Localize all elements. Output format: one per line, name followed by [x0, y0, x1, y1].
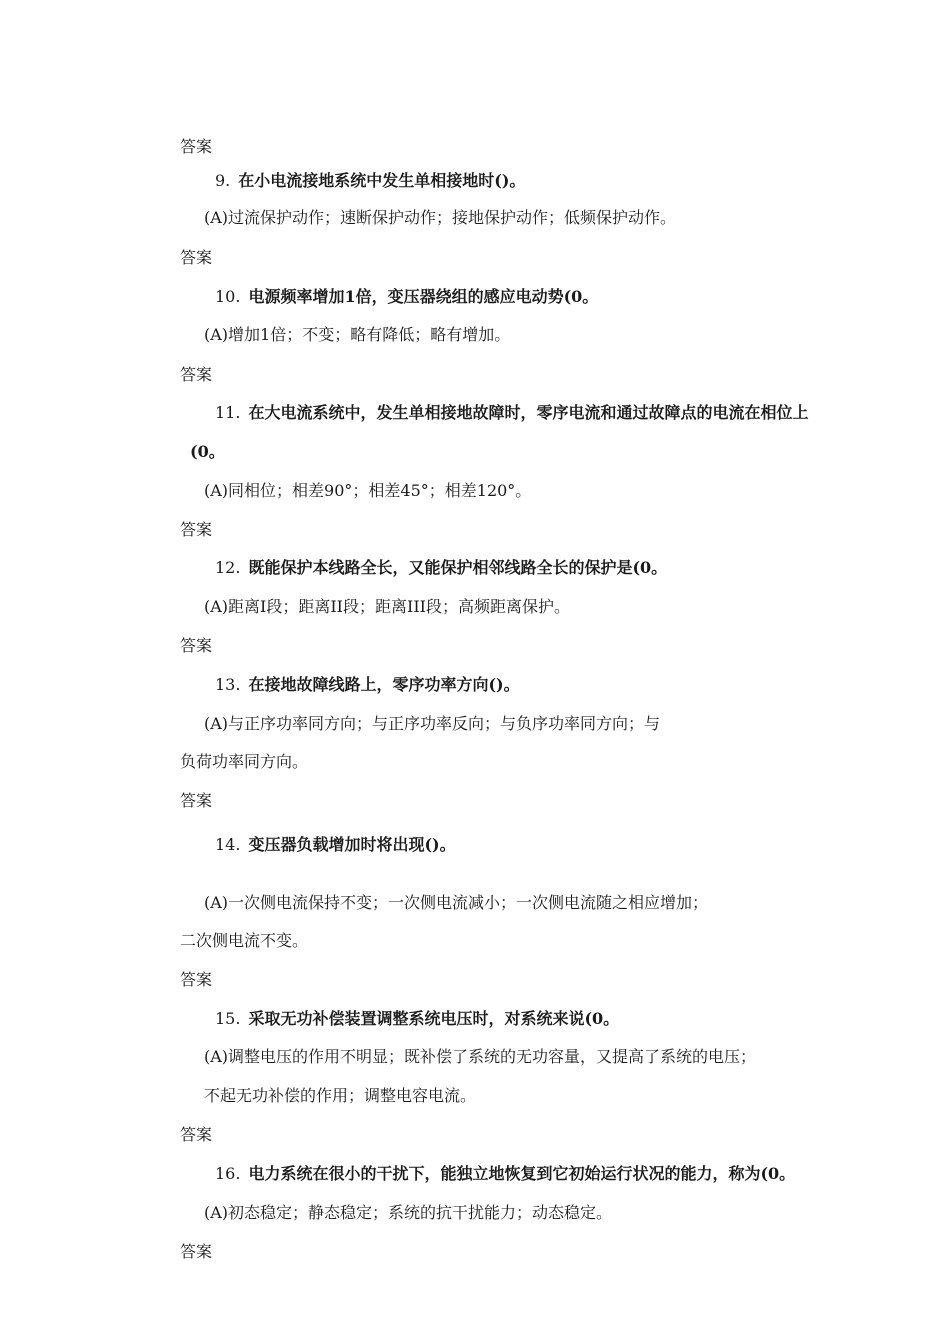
question-12-options: (A)距离I段；距离II段；距离III段；高频距离保护。: [204, 597, 570, 616]
answer-label: 答案: [180, 970, 213, 989]
question-12: [215, 558, 667, 578]
question-11-continuation: (0。: [190, 442, 225, 461]
answer-label: 答案: [180, 520, 213, 539]
question-number: 13.: [215, 675, 241, 694]
question-11: [215, 403, 808, 423]
question-10: [215, 287, 598, 307]
question-15-options-continuation: 不起无功补偿的作用；调整电容电流。: [204, 1086, 477, 1105]
question-9-options: (A)过流保护动作；速断保护动作；接地保护动作；低频保护动作。: [204, 208, 677, 227]
question-text: 在小电流接地系统中发生单相接地时()。: [238, 171, 526, 190]
question-11-options: (A)同相位；相差90°；相差45°；相差120°。: [204, 481, 532, 500]
question-13-options-continuation: 负荷功率同方向。: [180, 752, 309, 771]
question-text: 既能保护本线路全长，又能保护相邻线路全长的保护是(0。: [248, 558, 668, 577]
question-9: [215, 171, 525, 191]
question-15: [215, 1009, 619, 1029]
question-number: 9.: [215, 171, 231, 190]
question-14-options-continuation: 二次侧电流不变。: [180, 931, 309, 950]
question-15-options: (A)调整电压的作用不明显；既补偿了系统的无功容量，又提高了系统的电压；: [204, 1047, 757, 1066]
question-14-options: (A)一次侧电流保持不变；一次侧电流减小；一次侧电流随之相应增加；: [204, 893, 709, 912]
question-13: [215, 675, 520, 695]
answer-label: 答案: [180, 137, 213, 156]
question-number: 11.: [215, 403, 241, 422]
question-text: 变压器负载增加时将出现()。: [248, 835, 456, 854]
question-13-options: (A)与正序功率同方向；与正序功率反向；与负序功率同方向；与: [204, 714, 661, 733]
answer-label: 答案: [180, 791, 213, 810]
answer-label: 答案: [180, 1242, 213, 1261]
question-14: [215, 835, 456, 855]
question-number: 15.: [215, 1009, 241, 1028]
question-16: [215, 1164, 795, 1184]
question-text: 在接地故障线路上，零序功率方向()。: [248, 675, 520, 694]
answer-label: 答案: [180, 636, 213, 655]
question-text: 在大电流系统中，发生单相接地故障时，零序电流和通过故障点的电流在相位上: [248, 403, 809, 422]
question-16-options: (A)初态稳定；静态稳定；系统的抗干扰能力；动态稳定。: [204, 1203, 613, 1222]
question-text: 采取无功补偿装置调整系统电压时，对系统来说(0。: [248, 1009, 620, 1028]
question-number: 12.: [215, 558, 241, 577]
question-text: 电源频率增加1倍，变压器绕组的感应电动势(0。: [248, 287, 599, 306]
question-number: 10.: [215, 287, 241, 306]
answer-label: 答案: [180, 365, 213, 384]
answer-label: 答案: [180, 1125, 213, 1144]
question-text: 电力系统在很小的干扰下，能独立地恢复到它初始运行状况的能力，称为(0。: [248, 1164, 796, 1183]
answer-label: 答案: [180, 248, 213, 267]
question-10-options: (A)增加1倍；不变；略有降低；略有增加。: [204, 325, 511, 344]
question-number: 16.: [215, 1164, 241, 1183]
question-number: 14.: [215, 835, 241, 854]
